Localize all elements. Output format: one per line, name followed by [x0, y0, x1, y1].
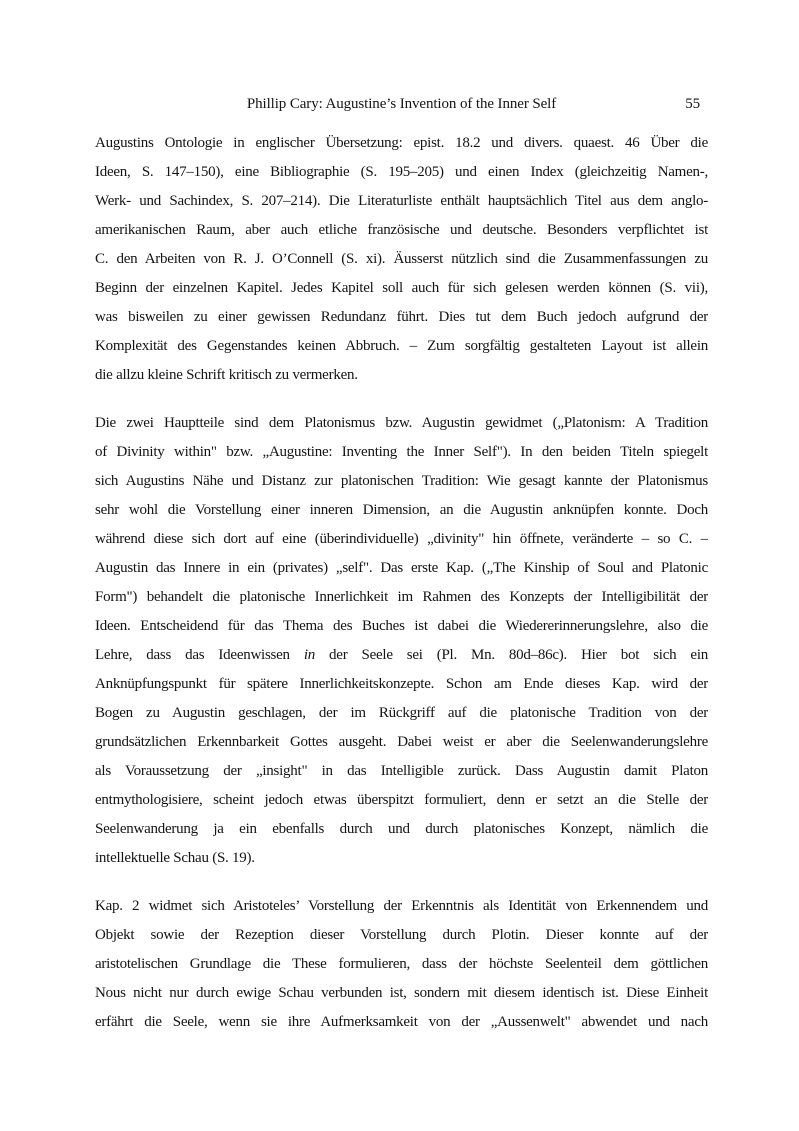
text-line: was bisweilen zu einer gewissen Redundanz führt. Dies tut dem Buch jedoch aufgrund der: [95, 309, 708, 325]
text-body: [95, 129, 708, 1037]
text-line: Form") behandelt die platonische Innerlichkeit im Rahmen des Konzepts der Intelligibilität der: [95, 589, 708, 605]
text-line: Bogen zu Augustin geschlagen, der im Rückgriff auf die platonische Tradition von der: [95, 705, 708, 721]
paragraph: [95, 892, 708, 1037]
text-line: Kap. 2 widmet sich Aristoteles’ Vorstellung der Erkenntnis als Identität von Erkennendem und: [95, 898, 708, 914]
text-line: die allzu kleine Schrift kritisch zu vermerken.: [95, 367, 358, 383]
text-line: grundsätzlichen Erkennbarkeit Gottes ausgeht. Dabei weist er aber die Seelenwanderungslehre: [95, 734, 708, 750]
text-line: Nous nicht nur durch ewige Schau verbunden ist, sondern mit diesem identisch ist. Diese Einheit: [95, 985, 708, 1001]
text-line: sich Augustins Nähe und Distanz zur platonischen Tradition: Wie gesagt kannte der Platonismus: [95, 473, 708, 489]
text-line: Ideen. Entscheidend für das Thema des Buches ist dabei die Wiedererinnerungslehre, also die: [95, 618, 708, 634]
text-line: Komplexität des Gegenstandes keinen Abbruch. – Zum sorgfältig gestalteten Layout ist allein: [95, 338, 708, 354]
text-line: Seelenwanderung ja ein ebenfalls durch und durch platonisches Konzept, nämlich die: [95, 821, 708, 837]
page-header: [95, 95, 708, 114]
text-line: Anknüpfungspunkt für spätere Innerlichkeitskonzepte. Schon am Ende dieses Kap. wird der: [95, 676, 708, 692]
text-line: entmythologisiere, scheint jedoch etwas überspitzt formuliert, denn er setzt an die Stelle der: [95, 792, 708, 808]
text-line: of Divinity within" bzw. „Augustine: Inventing the Inner Self"). In den beiden Titeln spiegelt: [95, 444, 708, 460]
text-line: als Voraussetzung der „insight" in das Intelligible zurück. Dass Augustin damit Platon: [95, 763, 708, 779]
text-line: aristotelischen Grundlage die These formulieren, dass der höchste Seelenteil dem göttlichen: [95, 956, 708, 972]
paragraph: [95, 129, 708, 390]
text-segment: Lehre, dass das Ideenwissen: [95, 647, 304, 663]
text-line: Beginn der einzelnen Kapitel. Jedes Kapitel soll auch für sich gelesen werden können (S. vii),: [95, 280, 708, 296]
text-line: intellektuelle Schau (S. 19).: [95, 850, 255, 866]
text-segment: der Seele sei (Pl. Mn. 80d–86c). Hier bot sich ein: [315, 647, 708, 663]
italic-text: in: [303, 647, 316, 663]
text-line: während diese sich dort auf eine (überindividuelle) „divinity" hin öffnete, veränderte – so C. –: [95, 531, 708, 547]
text-column: [95, 95, 708, 1056]
text-line: Die zwei Hauptteile sind dem Platonismus bzw. Augustin gewidmet („Platonism: A Tradition: [95, 415, 708, 431]
paragraph: [95, 409, 708, 873]
running-head-title: Phillip Cary: Augustine’s Invention of the Inner Self: [246, 96, 557, 112]
text-line: sehr wohl die Vorstellung einer inneren Dimension, an die Augustin anknüpfen konnte. Doch: [95, 502, 708, 518]
text-line: Augustins Ontologie in englischer Übersetzung: epist. 18.2 und divers. quaest. 46 Über die: [95, 135, 708, 151]
text-line: Werk- und Sachindex, S. 207–214). Die Literaturliste enthält hauptsächlich Titel aus dem anglo-: [95, 193, 708, 209]
page-number: 55: [685, 96, 700, 112]
text-line: erfährt die Seele, wenn sie ihre Aufmerksamkeit von der „Aussenwelt" abwendet und nach: [95, 1014, 708, 1030]
text-line: [95, 641, 708, 670]
text-line: C. den Arbeiten von R. J. O’Connell (S. xi). Äusserst nützlich sind die Zusammenfassungen zu: [95, 251, 708, 267]
text-line: Objekt sowie der Rezeption dieser Vorstellung durch Plotin. Dieser konnte auf der: [95, 927, 708, 943]
text-line: Ideen, S. 147–150), eine Bibliographie (S. 195–205) und einen Index (gleichzeitig Namen-,: [95, 164, 708, 180]
text-line: Augustin das Innere in ein (privates) „self". Das erste Kap. („The Kinship of Soul and Platonic: [95, 560, 708, 576]
text-line: amerikanischen Raum, aber auch etliche französische und deutsche. Besonders verpflichtet ist: [95, 222, 708, 238]
